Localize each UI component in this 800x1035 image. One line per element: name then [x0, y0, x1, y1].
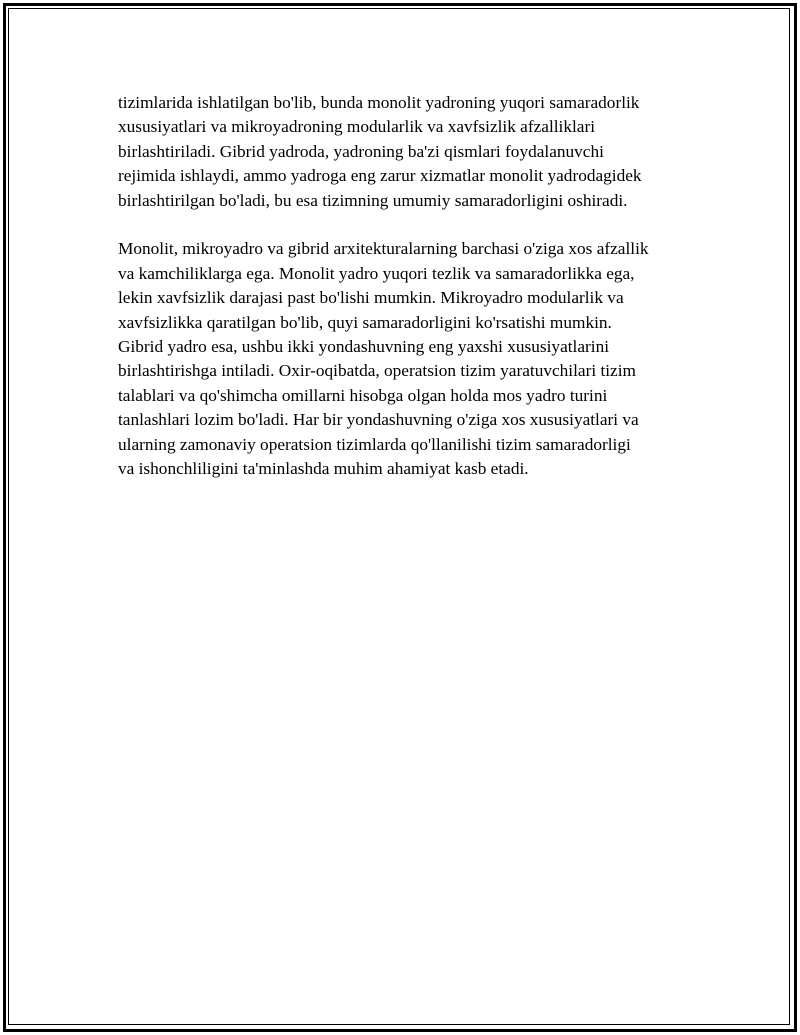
- text-line: tizimlarida ishlatilgan bo'lib, bunda monolit yadroning yuqori samaradorlik: [118, 93, 640, 112]
- text-line: rejimida ishlaydi, ammo yadroga eng zarur xizmatlar monolit yadrodagidek: [118, 166, 642, 186]
- text-line: birlashtirishga intiladi. Oxir-oqibatda, operatsion tizim yaratuvchilari tizim: [118, 361, 636, 381]
- text-line: tanlashlari lozim bo'ladi. Har bir yondashuvning o'ziga xos xususiyatlari va: [118, 410, 639, 430]
- text-line: talablari va qo'shimcha omillarni hisobga olgan holda mos yadro turini: [118, 385, 608, 405]
- text-line: va kamchiliklarga ega. Monolit yadro yuqori tezlik va samaradorlikka ega,: [118, 263, 635, 283]
- text-line: va ishonchliligini ta'minlashda muhim ahamiyat kasb etadi.: [118, 459, 529, 479]
- text-line: lekin xavfsizlik darajasi past bo'lishi mumkin. Mikroyadro modularlik va: [118, 288, 624, 308]
- text-line: xavfsizlikka qaratilgan bo'lib, quyi samaradorligini ko'rsatishi mumkin.: [118, 312, 612, 332]
- text-line: xususiyatlari va mikroyadroning modularlik va xavfsizlik afzalliklari: [118, 117, 596, 137]
- text-line: Gibrid yadro esa, ushbu ikki yondashuvning eng yaxshi xususiyatlarini: [118, 337, 610, 357]
- text-line: ularning zamonaviy operatsion tizimlarda qo'llanilishi tizim samaradorligi: [118, 434, 631, 454]
- text-line: Monolit, mikroyadro va gibrid arxitekturalarning barchasi o'ziga xos afzallik: [118, 239, 649, 259]
- paragraph-2: [118, 237, 698, 481]
- paragraph-1: [118, 91, 698, 213]
- text-line: birlashtiriladi. Gibrid yadroda, yadroning ba'zi qismlari foydalanuvchi: [118, 141, 604, 161]
- document-body: [118, 91, 698, 481]
- text-line: birlashtirilgan bo'ladi, bu esa tizimning umumiy samaradorligini oshiradi.: [118, 190, 628, 210]
